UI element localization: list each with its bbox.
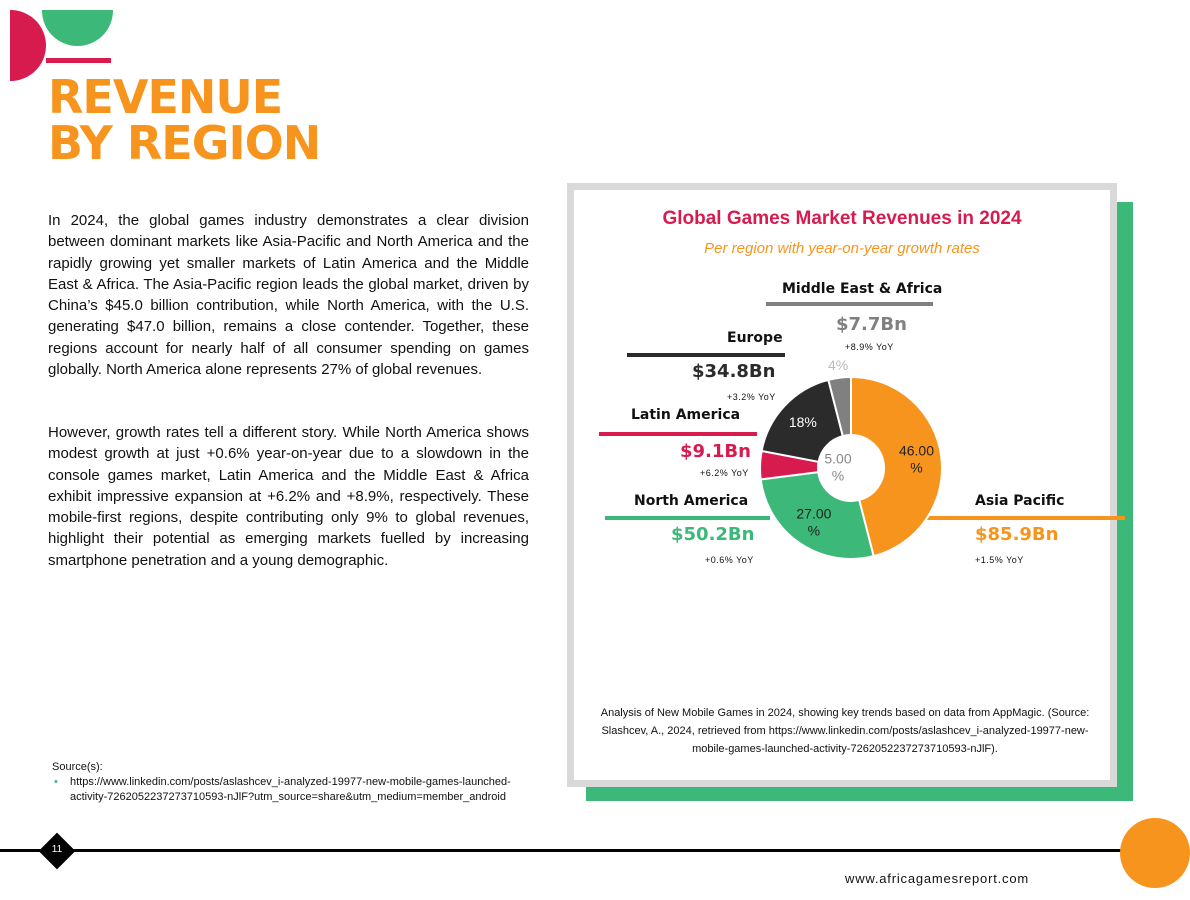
footer-divider — [0, 849, 1166, 852]
region-name-mea: Middle East & Africa — [782, 281, 943, 297]
donut-chart — [751, 356, 951, 568]
donut-slice-label: 4% — [827, 356, 849, 373]
source-link[interactable]: • https://www.linkedin.com/posts/aslashcev_i-analyzed-19977-new-mobile-games-launched-activity-7262052237273710593-nJlF?utm_source=share&utm_medium=member_android — [52, 775, 532, 805]
region-revenue-asia-pacific: $85.9Bn — [975, 524, 1059, 545]
body-paragraph-1: In 2024, the global games industry demonstrates a clear division between dominant markets like Asia-Pacific and North America and the rapidly growing yet smaller markets of Latin America and the Middle East & Africa. The Asia-Pacific region leads the global market, driven by China’s $45.0 billion contribution, while North America, with the U.S. generating $47.0 billion, remains a close contender. Together, these regions account for nearly half of all consumer spending on games globally. North America alone represents 27% of global revenues. — [48, 212, 529, 379]
chart-caption: Analysis of New Mobile Games in 2024, showing key trends based on data from AppMagic. (Source: Slashcev, A., 2024, retrieved from https://www.linkedin.com/posts/aslashcev_i-analyzed-19977-new-mobile-games-launched-activity-7262052237273710593-nJlF). — [600, 707, 1090, 755]
decorative-orange-circle — [1120, 818, 1190, 888]
region-line-asia-pacific — [925, 516, 1125, 520]
region-revenue-north-america: $50.2Bn — [671, 524, 755, 545]
chart-title: Global Games Market Revenues in 2024 — [662, 208, 1022, 229]
region-revenue-mea: $7.7Bn — [836, 314, 907, 335]
donut-slice-label: 27.00 % — [796, 505, 832, 539]
donut-slice-label: 46.00 % — [898, 442, 935, 476]
website-link[interactable]: www.africagamesreport.com — [845, 871, 1029, 886]
donut-slice-label: 5.00 % — [824, 450, 852, 484]
region-line-north-america — [605, 516, 770, 520]
sources — [52, 760, 532, 805]
page-number: 11 — [51, 844, 63, 855]
body-paragraph-2: However, growth rates tell a different story. While North America shows modest growth at just +0.6% year-on-year due to a slowdown in the console games market, Latin America and the Middle East & Africa exhibit impressive expansion at +6.2% and +8.9%, respectively. These mobile-first regions, despite contributing only 9% to global revenues, highlight their potential as emerging markets fuelled by increasing smartphone penetration and a young demographic. — [48, 424, 529, 569]
region-line-mea — [766, 302, 933, 306]
chart-subtitle: Per region with year-on-year growth rates — [704, 240, 980, 257]
region-line-latam — [599, 432, 757, 436]
region-revenue-latam: $9.1Bn — [680, 441, 751, 462]
logo-bar — [46, 58, 111, 63]
logo-red-shape — [10, 10, 46, 81]
logo-green-shape — [42, 10, 113, 46]
region-name-north-america: North America — [634, 493, 749, 509]
region-revenue-europe: $34.8Bn — [692, 361, 776, 382]
region-yoy-north-america: +0.6% YoY — [705, 555, 754, 565]
region-yoy-mea: +8.9% YoY — [845, 342, 894, 352]
donut-slice-label: 18% — [788, 413, 817, 430]
region-yoy-asia-pacific: +1.5% YoY — [975, 555, 1024, 565]
page-title-line1: REVENUE — [48, 70, 283, 124]
page-title-line2: BY REGION — [48, 116, 321, 170]
region-name-latam: Latin America — [631, 407, 741, 423]
sources-label: Source(s): — [52, 761, 103, 773]
region-name-europe: Europe — [727, 330, 783, 346]
region-line-europe — [627, 353, 785, 357]
region-name-asia-pacific: Asia Pacific — [975, 493, 1065, 509]
region-yoy-europe: +3.2% YoY — [727, 392, 776, 402]
region-yoy-latam: +6.2% YoY — [700, 468, 749, 478]
